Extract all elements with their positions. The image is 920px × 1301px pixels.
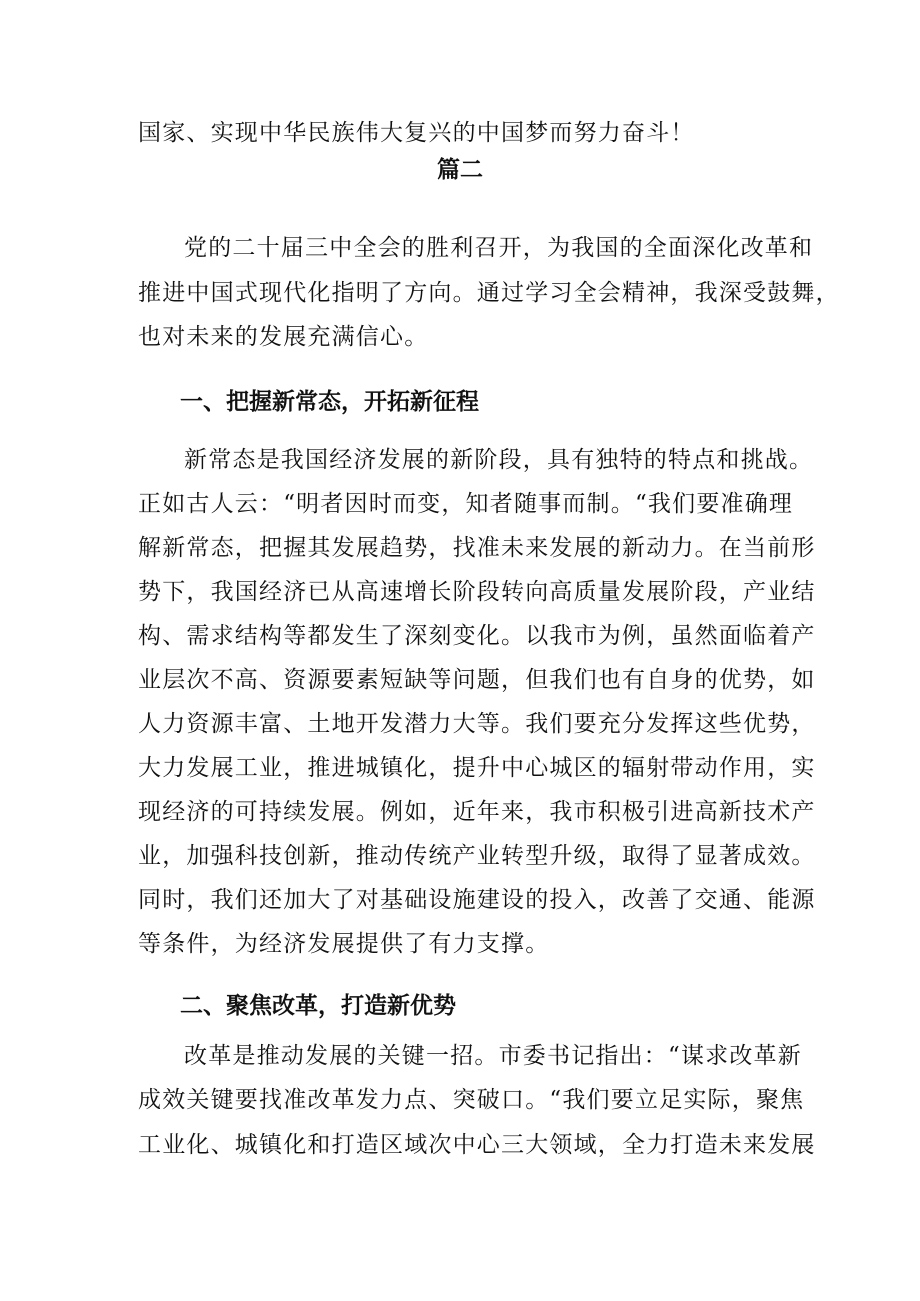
section-heading: 一、把握新常态，开拓新征程 [180, 389, 479, 415]
paragraph-line: 也对未来的发展充满信心。 [138, 324, 429, 350]
paragraph-line: 业层次不高、资源要素短缺等问题，但我们也有自身的优势，如 [138, 667, 816, 693]
paragraph-line: 解新常态，把握其发展趋势，找准未来发展的新动力。在当前形 [138, 535, 816, 561]
paragraph-line: 成效关键要找准改革发力点、突破口。“我们要立足实际，聚焦 [138, 1087, 805, 1113]
paragraph-line: 势下，我国经济已从高速增长阶段转向高质量发展阶段，产业结 [138, 579, 816, 605]
paragraph-line: 现经济的可持续发展。例如，近年来，我市积极引进高新技术产 [138, 799, 816, 825]
paragraph-line: 国家、实现中华民族伟大复兴的中国梦而努力奋斗！ [138, 120, 695, 146]
paragraph-line: 大力发展工业，推进城镇化，提升中心城区的辐射带动作用，实 [138, 755, 816, 781]
paragraph-line: 推进中国式现代化指明了方向。通过学习全会精神，我深受鼓舞， [138, 280, 840, 306]
paragraph-line: 工业化、城镇化和打造区域次中心三大领域，全力打造未来发展 [138, 1132, 816, 1158]
paragraph-line: 业，加强科技创新，推动传统产业转型升级，取得了显著成效。 [138, 843, 816, 869]
paragraph-line: 等条件，为经济发展提供了有力支撑。 [138, 931, 550, 957]
paragraph-line: 党的二十届三中全会的胜利召开，为我国的全面深化改革和 [184, 235, 814, 261]
paragraph-line: 人力资源丰富、土地开发潜力大等。我们要充分发挥这些优势， [138, 711, 816, 737]
section-title: 篇二 [437, 157, 483, 183]
paragraph-line: 同时，我们还加大了对基础设施建设的投入，改善了交通、能源 [138, 887, 816, 913]
paragraph-line: 新常态是我国经济发展的新阶段，具有独特的特点和挑战。 [184, 447, 814, 473]
section-heading: 二、聚焦改革，打造新优势 [180, 993, 456, 1019]
paragraph-line: 构、需求结构等都发生了深刻变化。以我市为例，虽然面临着产 [138, 623, 816, 649]
paragraph-line: 正如古人云：“明者因时而变，知者随事而制。“我们要准确理 [138, 491, 794, 517]
paragraph-line: 改革是推动发展的关键一招。市委书记指出：“谋求改革新 [184, 1043, 802, 1069]
